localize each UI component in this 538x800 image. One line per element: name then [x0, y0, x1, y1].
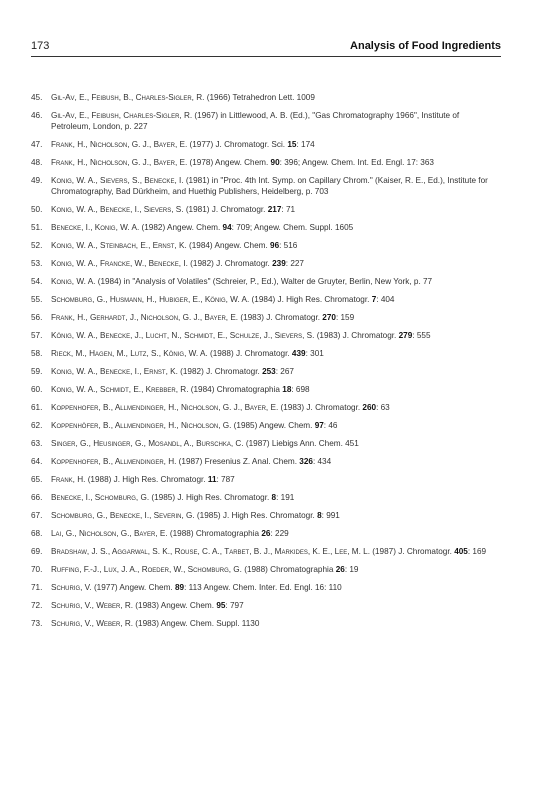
reference-volume: 217 — [267, 205, 282, 214]
reference-number: 60. — [31, 385, 43, 394]
reference-text — [51, 438, 501, 449]
reference-volume: 18 — [282, 385, 292, 394]
reference-text — [51, 92, 501, 103]
reference-text — [51, 175, 501, 197]
reference-pages: : 787 — [216, 475, 235, 484]
reference-text — [51, 294, 501, 305]
reference-volume: 26 — [261, 529, 271, 538]
reference-source: (1988) J. Chromatogr. — [207, 349, 292, 358]
reference-text — [51, 157, 501, 168]
reference-number: 51. — [31, 223, 43, 232]
reference-authors: Koppenhöfer, B., Allmendinger, H., Nicholson, G. — [51, 421, 232, 430]
page-number: 173 — [31, 40, 50, 52]
reference-pages: : 19 — [344, 565, 359, 574]
reference-pages: : 227 — [285, 259, 304, 268]
reference-pages: : 555 — [412, 331, 431, 340]
reference-source: (1987) Fresenius Z. Anal. Chem. — [176, 457, 300, 466]
reference-volume: 7 — [371, 295, 377, 304]
reference-authors: Ruffing, F.-J., Lux, J. A., Roeder, W., Schomburg, G. — [51, 565, 242, 574]
reference-item — [31, 618, 501, 629]
reference-number: 66. — [31, 493, 43, 502]
reference-item — [31, 240, 501, 251]
reference-authors: Gil-Av, E., Feibush, Charles-Sigler, R. — [51, 111, 193, 120]
reference-authors: Lai, G., Nicholson, G., Bayer, E. — [51, 529, 168, 538]
reference-volume: 326 — [299, 457, 313, 466]
reference-pages: : 434 — [312, 457, 332, 466]
reference-volume: 96 — [270, 241, 280, 250]
reference-volume: 11 — [207, 475, 217, 484]
reference-authors: Schurig, V. — [51, 583, 92, 592]
reference-authors: Frank, H., Nicholson, G. J., Bayer, E. — [51, 140, 188, 149]
reference-authors: Konig, W. A., Francke, W., Benecke, I. — [51, 259, 188, 268]
reference-text — [51, 402, 501, 413]
reference-text — [51, 204, 501, 215]
reference-number: 46. — [31, 111, 43, 120]
reference-pages: : 991 — [321, 511, 340, 520]
reference-authors: Konig, W. A., Schmidt, E., Krebber, R. — [51, 385, 189, 394]
reference-item — [31, 582, 501, 593]
reference-text — [51, 330, 501, 341]
reference-item — [31, 110, 501, 132]
reference-item — [31, 384, 501, 395]
reference-text — [51, 384, 501, 395]
reference-pages: : 46 — [323, 421, 338, 430]
reference-item — [31, 330, 501, 341]
reference-authors: Konig, W. A. — [51, 277, 96, 286]
reference-source: (1988) Chromatographia — [167, 529, 262, 538]
reference-source: (1984) J. High Res. Chromatogr. — [249, 295, 372, 304]
reference-pages: : 516 — [279, 241, 298, 250]
reference-pages: : 174 — [296, 140, 315, 149]
reference-pages: : 267 — [275, 367, 294, 376]
reference-text — [51, 222, 501, 233]
reference-item — [31, 258, 501, 269]
reference-authors: Konig, W. A., Benecke, I., Sievers, S. — [51, 205, 184, 214]
reference-pages: : 159 — [335, 313, 355, 322]
reference-item — [31, 175, 501, 197]
reference-pages: : 301 — [305, 349, 324, 358]
reference-number: 52. — [31, 241, 43, 250]
reference-authors: Koppenhofer, B., Allmendinger, H. — [51, 457, 177, 466]
reference-authors: Schomburg, G., Benecke, I., Severin, G. — [51, 511, 195, 520]
reference-source: (1981) in "Proc. 4th Int. Symp. on Capillary Chrom." (Kaiser, R. E., Ed.), Institute for Chromatography, Bad Dürkheim, and Huethig Publishers, Heidelberg, p. 703 — [51, 176, 488, 196]
reference-source: (1985) Angew. Chem. — [231, 421, 315, 430]
page-header — [31, 38, 501, 57]
reference-number: 72. — [31, 601, 43, 610]
reference-number: 63. — [31, 439, 43, 448]
reference-source: (1983) J. Chromatogr. — [278, 403, 363, 412]
reference-text — [51, 510, 501, 521]
reference-item — [31, 204, 501, 215]
reference-item — [31, 294, 501, 305]
reference-pages: : 63 — [376, 403, 390, 412]
reference-item — [31, 312, 501, 323]
reference-source: (1984) in "Analysis of Volatiles" (Schreier, P., Ed.), Walter de Gruyter, Berlin, New York, p. 77 — [95, 277, 433, 286]
reference-source: (1983) Angew. Chem. Suppl. 1130 — [133, 619, 260, 628]
reference-pages: : 698 — [291, 385, 310, 394]
reference-item — [31, 222, 501, 233]
reference-source: (1982) J. Chromatogr. — [177, 367, 263, 376]
reference-volume: 94 — [222, 223, 232, 232]
reference-text — [51, 420, 501, 431]
reference-source: (1966) Tetrahedron Lett. 1009 — [204, 93, 315, 102]
reference-number: 71. — [31, 583, 43, 592]
reference-source: (1987) Liebigs Ann. Chem. 451 — [243, 439, 359, 448]
reference-volume: 8 — [317, 511, 322, 520]
reference-item — [31, 564, 501, 575]
reference-number: 65. — [31, 475, 43, 484]
reference-item — [31, 600, 501, 611]
reference-number: 49. — [31, 176, 43, 185]
reference-source: (1977) J. Chromatogr. Sci. — [187, 140, 288, 149]
reference-text — [51, 618, 501, 629]
reference-text — [51, 366, 501, 377]
reference-source: (1985) J. High Res. Chromatogr. — [194, 511, 318, 520]
reference-number: 56. — [31, 313, 43, 322]
reference-item — [31, 546, 501, 557]
reference-source: (1981) J. Chromatogr. — [183, 205, 268, 214]
reference-number: 58. — [31, 349, 43, 358]
reference-text — [51, 240, 501, 251]
reference-authors: Konig, W. A., Steinbach, E., Ernst, K. — [51, 241, 187, 250]
reference-volume: 405 — [454, 547, 468, 556]
reference-source: (1988) J. High Res. Chromatogr. — [85, 475, 208, 484]
reference-item — [31, 157, 501, 168]
reference-source: (1977) Angew. Chem. — [91, 583, 175, 592]
reference-authors: Frank, H. — [51, 475, 86, 484]
reference-number: 64. — [31, 457, 43, 466]
reference-source: (1988) Chromatographia — [241, 565, 336, 574]
reference-authors: Schurig, V., Weber, R. — [51, 619, 134, 628]
reference-number: 70. — [31, 565, 43, 574]
reference-number: 53. — [31, 259, 43, 268]
reference-authors: Schurig, V., Weber, R. — [51, 601, 134, 610]
reference-pages: : 191 — [276, 493, 295, 502]
reference-volume: 270 — [322, 313, 336, 322]
reference-list — [31, 92, 501, 629]
running-title: Analysis of Food Ingredients — [350, 40, 501, 52]
reference-source: (1983) J. Chromatogr. — [314, 331, 399, 340]
reference-volume: 15 — [287, 140, 297, 149]
reference-text — [51, 258, 501, 269]
reference-volume: 239 — [272, 259, 286, 268]
reference-authors: Frank, H., Gerhardt, J., Nicholson, G. J., Bayer, E. — [51, 313, 239, 322]
reference-number: 57. — [31, 331, 43, 340]
reference-volume: 26 — [335, 565, 345, 574]
reference-volume: 95 — [216, 601, 226, 610]
reference-text — [51, 139, 501, 150]
reference-pages: : 113 Angew. Chem. Inter. Ed. Engl. 16: 110 — [184, 583, 342, 592]
reference-text — [51, 528, 501, 539]
reference-source: (1967) in Littlewood, A. B. (Ed.), "Gas Chromatography 1966", Institute of Petroleum, London, p. 227 — [51, 111, 460, 131]
reference-number: 61. — [31, 403, 43, 412]
reference-number: 50. — [31, 205, 43, 214]
reference-authors: Schomburg, G., Husmann, H., Hubiger, E., König, W. A. — [51, 295, 250, 304]
reference-pages: : 71 — [281, 205, 296, 214]
reference-authors: Benecke, I., Schomburg, G. — [51, 493, 150, 502]
reference-number: 69. — [31, 547, 43, 556]
reference-source: (1984) Chromatographia — [188, 385, 283, 394]
reference-source: (1982) J. Chromatogr. — [187, 259, 273, 268]
reference-source: (1984) Angew. Chem. — [186, 241, 271, 250]
reference-authors: Konig, W. A., Benecke, I., Ernst, K. — [51, 367, 178, 376]
reference-number: 62. — [31, 421, 43, 430]
reference-item — [31, 139, 501, 150]
reference-volume: 253 — [262, 367, 276, 376]
reference-text — [51, 474, 501, 485]
reference-authors: Bradshaw, J. S., Aggarwal, S. K., Rouse, C. A., Tarbet, B. J., Markides, K. E., Lee, M. L. — [51, 547, 370, 556]
reference-number: 54. — [31, 277, 43, 286]
reference-item — [31, 402, 501, 413]
reference-volume: 89 — [174, 583, 185, 592]
reference-text — [51, 110, 501, 132]
reference-text — [51, 276, 501, 287]
reference-item — [31, 366, 501, 377]
reference-text — [51, 582, 501, 593]
reference-item — [31, 420, 501, 431]
reference-text — [51, 312, 501, 323]
reference-volume: 279 — [398, 331, 413, 340]
reference-item — [31, 492, 501, 503]
reference-authors: Benecke, I., Konig, W. A. — [51, 223, 140, 232]
reference-source: (1985) J. High Res. Chromatogr. — [149, 493, 272, 502]
reference-pages: : 797 — [225, 601, 244, 610]
reference-source: (1982) Angew. Chem. — [139, 223, 223, 232]
reference-item — [31, 92, 501, 103]
reference-authors: Rieck, M., Hagen, M., Lutz, S., König, W. A. — [51, 349, 208, 358]
reference-number: 59. — [31, 367, 43, 376]
reference-text — [51, 348, 501, 359]
reference-number: 68. — [31, 529, 43, 538]
reference-number: 48. — [31, 158, 43, 167]
reference-pages: : 709; Angew. Chem. Suppl. 1605 — [231, 223, 354, 232]
reference-item — [31, 474, 501, 485]
reference-item — [31, 528, 501, 539]
reference-item — [31, 456, 501, 467]
reference-volume: 97 — [314, 421, 324, 430]
reference-text — [51, 492, 501, 503]
reference-pages: : 404 — [376, 295, 395, 304]
reference-authors: Frank, H., Nicholson, G. J., Bayer, E. — [51, 158, 188, 167]
reference-number: 55. — [31, 295, 43, 304]
reference-pages: : 396; Angew. Chem. Int. Ed. Engl. 17: 363 — [279, 158, 434, 167]
reference-number: 67. — [31, 511, 43, 520]
reference-text — [51, 600, 501, 611]
reference-source: (1987) J. Chromatogr. — [370, 547, 455, 556]
reference-text — [51, 546, 501, 557]
reference-text — [51, 456, 501, 467]
reference-pages: : 169 — [467, 547, 487, 556]
reference-volume: 260 — [362, 403, 377, 412]
reference-source: (1983) J. Chromatogr. — [238, 313, 323, 322]
reference-volume: 8 — [271, 493, 277, 502]
reference-volume: 90 — [270, 158, 280, 167]
reference-item — [31, 510, 501, 521]
reference-number: 73. — [31, 619, 43, 628]
reference-pages: : 229 — [270, 529, 289, 538]
reference-text — [51, 564, 501, 575]
reference-authors: König, W. A., Benecke, J., Lucht, N., Schmidt, E., Schulze, J., Sievers, S. — [51, 331, 315, 340]
reference-number: 47. — [31, 140, 43, 149]
reference-item — [31, 438, 501, 449]
reference-item — [31, 276, 501, 287]
reference-authors: Singer, G., Heusinger, G., Mosandl, A., Burschka, C. — [51, 439, 244, 448]
reference-volume: 439 — [291, 349, 306, 358]
reference-source: (1983) Angew. Chem. — [133, 601, 217, 610]
reference-authors: Konig, W. A., Sievers, S., Benecke, I. — [51, 176, 184, 185]
reference-item — [31, 348, 501, 359]
reference-authors: Gil-Av, E., Feibush, B., Charles-Sigler, R. — [51, 93, 205, 102]
reference-number: 45. — [31, 93, 43, 102]
reference-authors: Koppenhofer, B., Allmendinger, H., Nicholson, G. J., Bayer, E. — [51, 403, 279, 412]
reference-source: (1978) Angew. Chem. — [187, 158, 271, 167]
